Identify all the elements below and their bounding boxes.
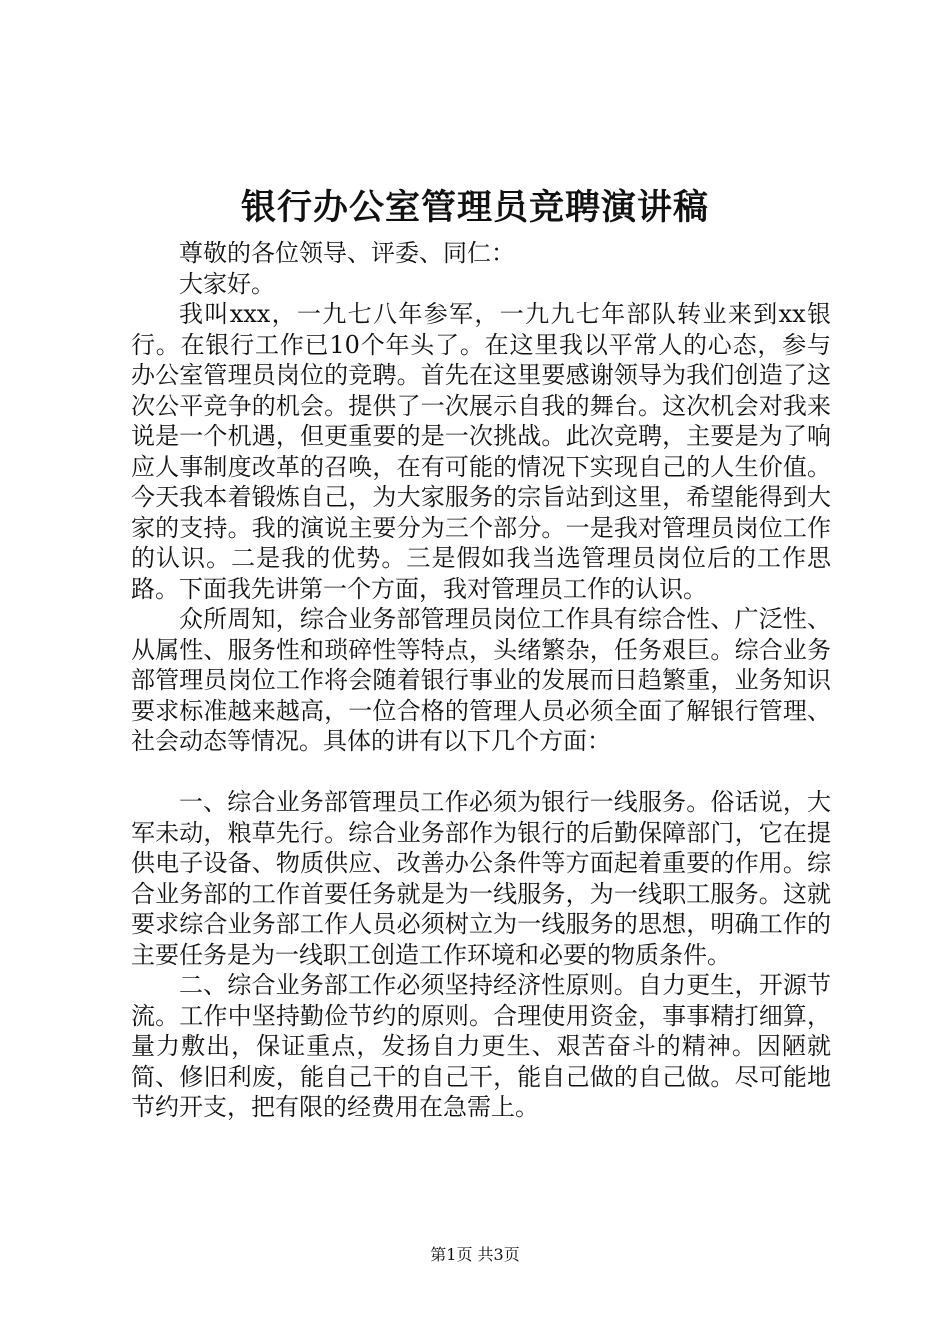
paragraph-point-one: 一、综合业务部管理员工作必须为银行一线服务。俗话说，大军未动，粮草先行。综合业务部作为银行的后勤保障部门，它在提供电子设备、物质供应、改善办公条件等方面起着重要的作用。综合业务部的工作首要任务就是为一线服务，为一线职工服务。这就要求综合业务部工作人员必须树立为一线服务的思想，明确工作的主要任务是为一线职工创造工作环境和必要的物质条件。 [131,788,831,969]
document-body [131,238,831,1123]
paragraph-introduction: 我叫xxx，一九七八年参军，一九九七年部队转业来到xx银行。在银行工作已10个年头了。在这里我以平常人的心态，参与办公室管理员岗位的竞聘。首先在这里要感谢领导为我们创造了这次公平竞争的机会。提供了一次展示自我的舞台。这次机会对我来说是一个机遇，但更重要的是一次挑战。此次竞聘，主要是为了响应人事制度改革的召唤，在有可能的情况下实现自己的人生价值。今天我本着锻炼自己，为大家服务的宗旨站到这里，希望能得到大家的支持。我的演说主要分为三个部分。一是我对管理员岗位工作的认识。二是我的优势。三是假如我当选管理员岗位后的工作思路。下面我先讲第一个方面，我对管理员工作的认识。 [131,300,831,603]
page-footer: 第1页 共3页 [430,1245,520,1264]
greeting: 大家好。 [179,269,275,298]
paragraph-spacer [131,757,831,788]
paragraph-point-two: 二、综合业务部工作必须坚持经济性原则。自力更生，开源节流。工作中坚持勤俭节约的原则。合理使用资金，事事精打细算，量力敷出，保证重点，发扬自力更生、艰苦奋斗的精神。因陋就简、修旧利废，能自己干的自己干，能自己做的自己做。尽可能地节约开支，把有限的经费用在急需上。 [131,971,831,1121]
salutation: 尊敬的各位领导、评委、同仁： [179,239,515,267]
page-title: 银行办公室管理员竞聘演讲稿 [240,187,709,228]
paragraph-overview: 众所周知，综合业务部管理员岗位工作具有综合性、广泛性、从属性、服务性和琐碎性等特点，头绪繁杂，任务艰巨。综合业务部管理员岗位工作将会随着银行事业的发展而日趋繁重，业务知识要求标准越来越高，一位合格的管理人员必须全面了解银行管理、社会动态等情况。具体的讲有以下几个方面： [131,605,831,755]
